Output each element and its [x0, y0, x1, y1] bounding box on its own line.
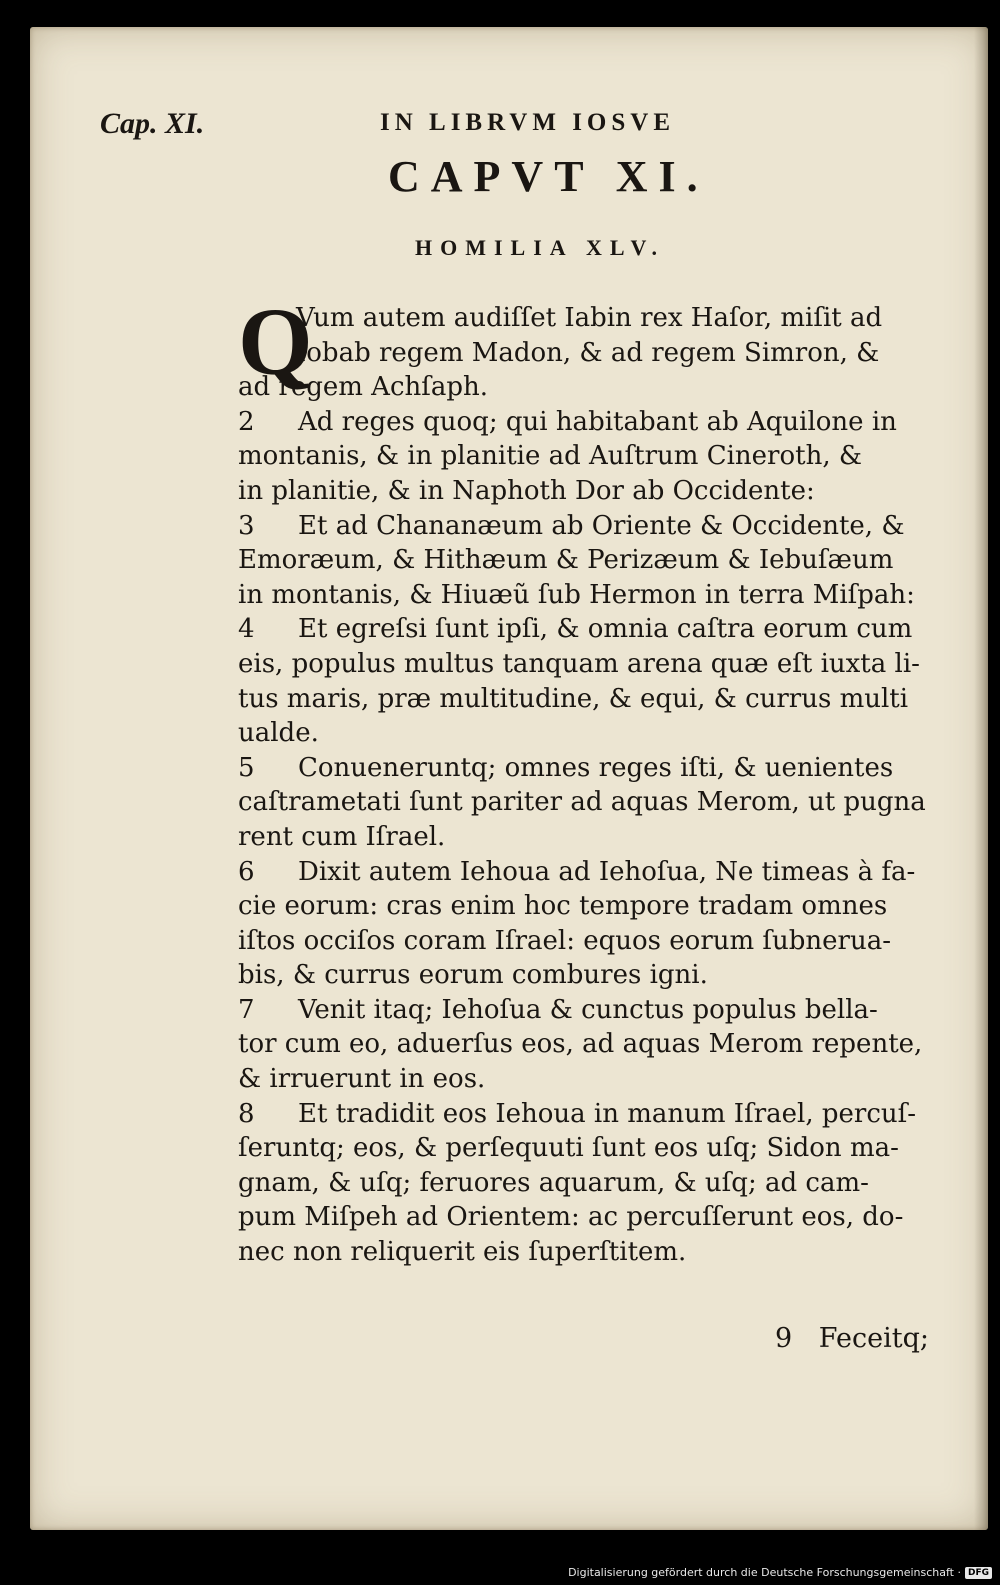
text-line: [238, 1062, 938, 1097]
running-title: IN LIBRVM IOSVE: [380, 109, 675, 136]
verse-text: iſtos occiſos coram Iſrael: equos eorum ſubnerua-: [238, 925, 892, 956]
verse-text: eis, populus multus tanquam arena quæ eſt iuxta li-: [238, 648, 920, 679]
verse-text: in montanis, & Hiuæũ ſub Hermon in terra Miſpah:: [238, 579, 915, 610]
verse-text: caſtrametati ſunt pariter ad aquas Merom, ut pugna: [238, 787, 926, 818]
drop-capital: Q: [238, 288, 313, 395]
text-line: [238, 855, 938, 890]
verse-text: rent cum Iſrael.: [238, 821, 446, 852]
verse-text: Venit itaq; Iehoſua & cunctus populus bella-: [298, 994, 878, 1025]
verse-number: 2: [238, 406, 255, 437]
verse-number: 8: [238, 1098, 255, 1129]
text-line: ad regem Achſaph.: [238, 372, 489, 403]
verse-text: Ad reges quoq; qui habitabant ab Aquilone in: [298, 406, 897, 437]
text-line: [238, 578, 938, 613]
body-text: [238, 288, 938, 1270]
verse-text: tus maris, præ multitudine, & equi, & currus multi: [238, 683, 909, 714]
verse-text: tor cum eo, aduerſus eos, ad aquas Merom repente,: [238, 1029, 923, 1060]
text-line: [238, 612, 938, 647]
text-line: [238, 751, 938, 786]
verse-number: 5: [238, 752, 255, 783]
text-line: [238, 1097, 938, 1132]
verse-number: 6: [238, 856, 255, 887]
text-line: [238, 1200, 938, 1235]
verse-text: Emoræum, & Hithæum & Perizæum & Iebuſæum: [238, 545, 894, 576]
chapter-reference: Cap. XI.: [100, 107, 205, 140]
digitization-footer: [568, 1566, 992, 1579]
catchword: [775, 1323, 929, 1354]
chapter-heading: CAPVT XI.: [388, 152, 709, 201]
text-line: [238, 785, 938, 820]
funding-credit: Digitalisierung gefördert durch die Deutsche Forschungsgemeinschaft ·: [568, 1566, 961, 1579]
text-line: Vum autem audiſſet Iabin rex Haſor, miſit ad: [296, 303, 883, 333]
verse-text: cie eorum: cras enim hoc tempore tradam omnes: [238, 891, 888, 922]
text-line: [238, 820, 938, 855]
text-line: Iobab regem Madon, & ad regem Simron, &: [296, 337, 880, 368]
text-line: [238, 647, 938, 682]
text-line: [238, 993, 938, 1028]
verse-number: 3: [238, 510, 255, 541]
verse-text: bis, & currus eorum combures igni.: [238, 960, 708, 991]
text-line: [238, 1131, 938, 1166]
text-line: [238, 474, 938, 509]
text-line: [238, 543, 938, 578]
text-line: [238, 889, 938, 924]
homily-heading: HOMILIA XLV.: [415, 235, 666, 260]
verse-text: Et egreſsi ſunt ipſi, & omnia caſtra eorum cum: [298, 614, 913, 645]
verse-number: 7: [238, 994, 255, 1025]
text-line: [238, 1235, 938, 1270]
verse-text: Dixit autem Iehoua ad Iehoſua, Ne timeas à fa-: [298, 856, 916, 887]
text-line: [238, 924, 938, 959]
book-page: [30, 27, 988, 1530]
dfg-logo: DFG: [965, 1567, 992, 1579]
text-line: [238, 1166, 938, 1201]
catchword-text: Feceitq;: [818, 1323, 929, 1354]
text-line: [238, 509, 938, 544]
text-line: [238, 958, 938, 993]
verse-text: & irruerunt in eos.: [238, 1064, 486, 1095]
verse-list: [238, 405, 938, 1270]
text-line: [238, 405, 938, 440]
page-edge-shadow: [974, 27, 988, 1530]
verse-text: ualde.: [238, 718, 319, 749]
text-line: [238, 1027, 938, 1062]
text-line: [238, 439, 938, 474]
verse-text: in planitie, & in Naphoth Dor ab Occidente:: [238, 475, 815, 506]
verse-text: gnam, & uſq; feruores aquarum, & uſq; ad cam-: [238, 1167, 869, 1198]
verse-number: 4: [238, 614, 255, 645]
verse-text: Et tradidit eos Iehoua in manum Iſrael, percuſ-: [298, 1098, 917, 1129]
text-line: [238, 716, 938, 751]
running-head: [30, 107, 988, 147]
verse-text: ſeruntq; eos, & perſequuti ſunt eos uſq; Sidon ma-: [238, 1133, 899, 1164]
verse-text: nec non reliquerit eis ſuperſtitem.: [238, 1237, 687, 1268]
text-line: [238, 682, 938, 717]
verse-text: pum Miſpeh ad Orientem: ac percuſſerunt eos, do-: [238, 1202, 904, 1233]
verse-text: Conueneruntq; omnes reges iſti, & uenientes: [298, 752, 894, 783]
catchword-verse-number: 9: [775, 1323, 793, 1354]
verse-text: Et ad Chananæum ab Oriente & Occidente, &: [298, 510, 905, 541]
verse-text: montanis, & in planitie ad Auſtrum Cineroth, &: [238, 441, 862, 472]
